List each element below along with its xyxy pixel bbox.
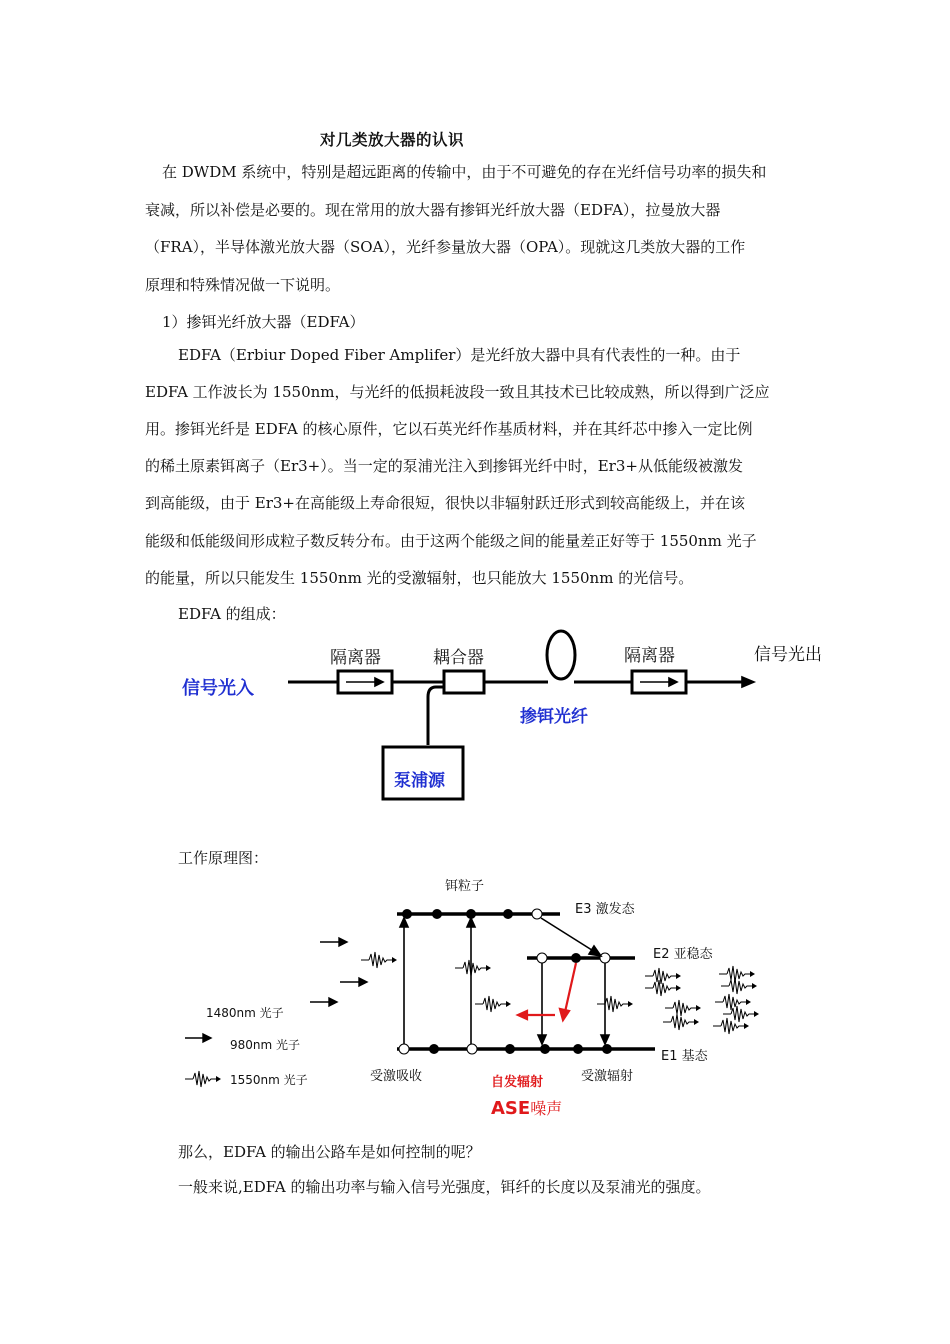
output-arrowhead — [742, 677, 754, 687]
legend-1480: 1480nm 光子 — [206, 1006, 284, 1020]
ase-noise-label — [491, 1098, 562, 1119]
legend-1550: 1550nm 光子 — [230, 1073, 308, 1087]
closing-line: 一般来说,EDFA 的输出功率与输入信号光强度，铒纤的长度以及泵浦光的强度。 — [178, 1178, 711, 1196]
e2-label: E2 亚稳态 — [653, 947, 713, 962]
coupler-label: 耦合器 — [433, 648, 484, 668]
fiber-coil — [547, 631, 575, 679]
paragraph-line: （FRA），半导体激光放大器（SOA），光纤参量放大器（OPA）。现就这几类放大器的工作 — [145, 238, 746, 256]
edfa-principle-diagram — [175, 872, 785, 1127]
pump-line — [428, 687, 444, 745]
spontaneous-emission-label: 自发辐射 — [491, 1075, 544, 1090]
paragraph-line: 在 DWDM 系统中，特别是超远距离的传输中，由于不可避免的存在光纤信号功率的损失和 — [162, 163, 767, 181]
document-title: 对几类放大器的认识 — [320, 131, 465, 149]
isolator-1-label: 隔离器 — [330, 648, 381, 668]
section-line: 的能量，所以只能发生 1550nm 光的受激辐射，也只能放大 1550nm 的光信号。 — [145, 569, 694, 587]
stimulated-absorption-label: 受激吸收 — [370, 1069, 423, 1084]
isolator-2-label: 隔离器 — [624, 646, 675, 666]
ase-prefix: ASE — [491, 1098, 531, 1119]
section-line: 用。掺铒光纤是 EDFA 的核心原件，它以石英光纤作基质材料，并在其纤芯中掺入一定比例 — [145, 420, 753, 438]
e3-label: E3 激发态 — [575, 902, 635, 917]
legend-980: 980nm 光子 — [230, 1038, 301, 1052]
paragraph-line: 衰减，所以补偿是必要的。现在常用的放大器有掺铒光纤放大器（EDFA），拉曼放大器 — [145, 201, 721, 219]
stimulated-emission-label: 受激辐射 — [581, 1069, 634, 1084]
ase-suffix: 噪声 — [530, 1099, 563, 1118]
paragraph-line: 原理和特殊情况做一下说明。 — [145, 276, 341, 294]
e1-label: E1 基态 — [661, 1049, 708, 1064]
erbium-particles-label: 铒粒子 — [445, 879, 485, 894]
coupler-box — [444, 671, 484, 693]
section-line: 能级和低能级间形成粒子数反转分布。由于这两个能级之间的能量差正好等于 1550nm 光子 — [145, 532, 757, 550]
section-line: EDFA（Erbiur Doped Fiber Amplifer）是光纤放大器中具有代表性的一种。由于 — [178, 346, 741, 364]
section-heading: 1）掺铒光纤放大器（EDFA） — [162, 313, 365, 331]
section-line: EDFA 工作波长为 1550nm，与光纤的低损耗波段一致且其技术已比较成熟，所以得到广泛应 — [145, 383, 770, 401]
section-line: 的稀土原素铒离子（Er3+）。当一定的泵浦光注入到掺铒光纤中时，Er3+从低能级被激发 — [145, 457, 743, 475]
edfa-composition-diagram — [170, 625, 850, 810]
doped-fiber-label: 掺铒光纤 — [520, 707, 588, 727]
section-line: 到高能级，由于 Er3+在高能级上寿命很短，很快以非辐射跃迁形式到较高能级上，并在该 — [145, 494, 746, 512]
pump-source-label: 泵浦源 — [394, 771, 445, 791]
signal-out-label: 信号光出 — [754, 645, 822, 665]
principle-label: 工作原理图： — [178, 849, 269, 867]
composition-label: EDFA 的组成： — [178, 605, 286, 623]
signal-in-label: 信号光入 — [182, 678, 254, 699]
closing-line: 那么，EDFA 的输出公路车是如何控制的呢？ — [178, 1143, 481, 1161]
